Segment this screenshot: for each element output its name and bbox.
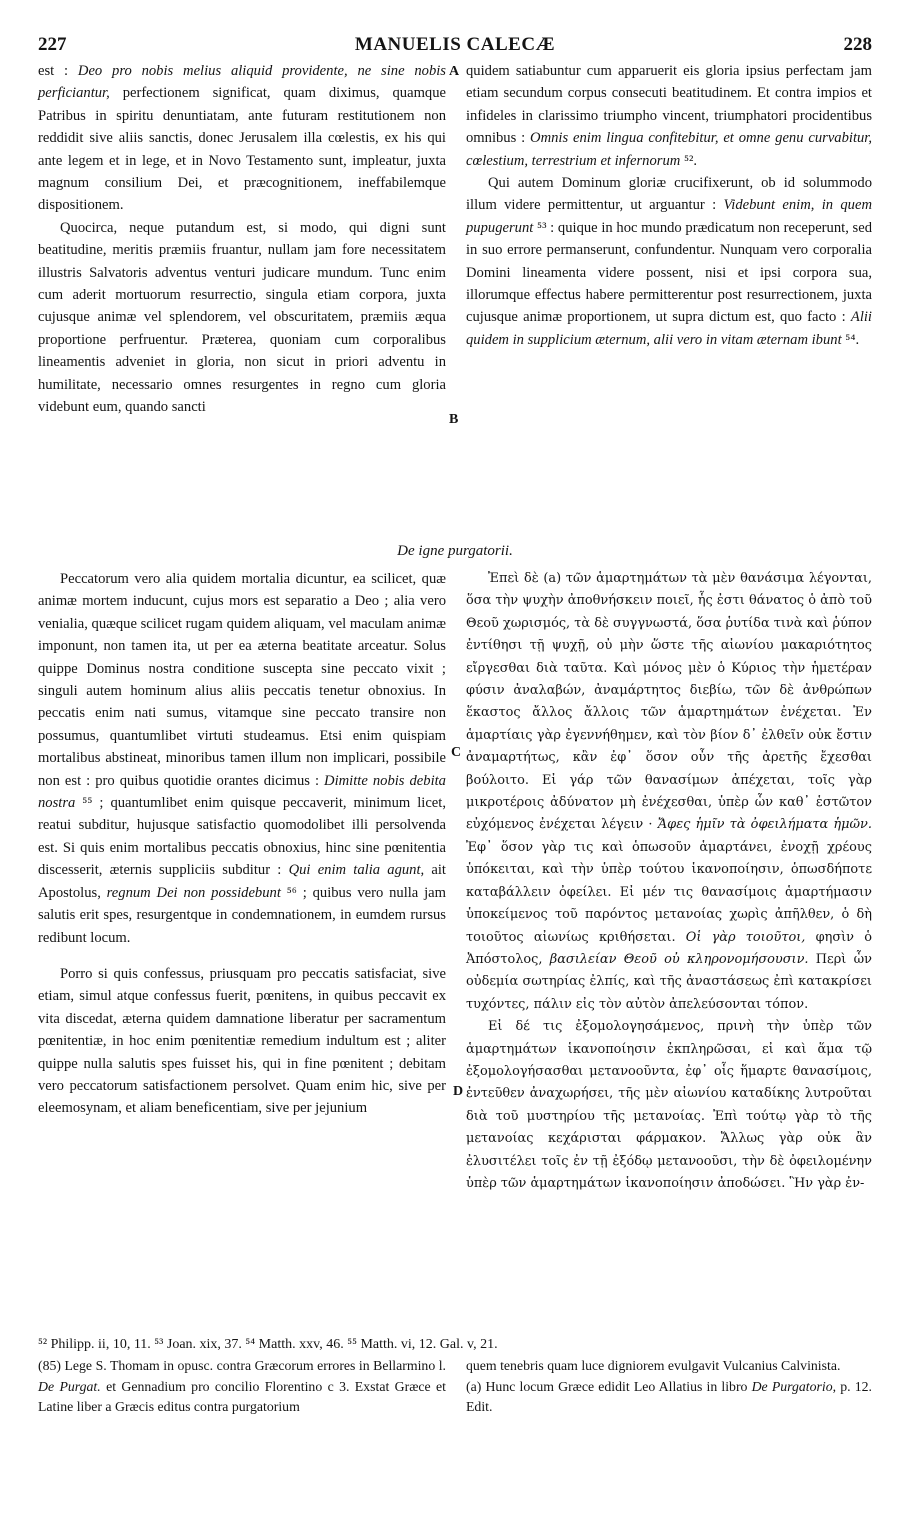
text-run: ⁵⁵ ; quantumlibet enim quisque peccaverit, minimum licet, reatui subditur, hujusque satisfactio quomodolibet illi persolvenda est. Si quis enim mortalibus peccatis obnoxius, hinc sine pœnitentia discesserit, æternis suppliciis subditur : bbox=[38, 795, 446, 879]
top-right-column bbox=[466, 60, 872, 351]
footnote bbox=[466, 1377, 872, 1418]
italic-quote: βασιλείαν Θεοῦ οὐ κληρονομήσουσιν. bbox=[549, 951, 809, 967]
page-header bbox=[38, 34, 872, 60]
text-run: quidem satiabuntur cum apparuerit eis gloria ipsius perfectam jam etiam secundum corpus consecuti beatitudinem. Et contra impios et infideles in clarissimo triumpho vincent, triumphatori procidentibus omnibus : bbox=[466, 63, 872, 147]
text-run: (85) Lege S. Thomam in opusc. contra Græcorum errores in Bellarmino l. bbox=[38, 1358, 446, 1373]
margin-marker-b: B bbox=[449, 412, 459, 427]
footnote-right bbox=[466, 1356, 872, 1418]
page-number-right: 228 bbox=[843, 34, 872, 55]
section-heading: De igne purgatorii. bbox=[397, 543, 513, 559]
text-run: est : bbox=[38, 63, 78, 79]
italic-quote: Deo pro nobis melius aliquid providente, ne sine nobis perficiantur, bbox=[38, 63, 446, 102]
paragraph: Quocirca, neque putandum est, si modo, qui digni sunt beatitudine, meritis præmiis fruantur, nullam jam fore necessitatem illustris Salvatoris adventus venturi judicare mundum. Tunc enim cum aderit mortuorum resurrectio, singula etiam corpora, juxta cujusque animæ vel splendorem, vel obscuritatem, præmiis æqua proportione perfruentur. Præterea, quoniam cum corporalibus lineamentis adveniet in gloria, non sicut in priori adventu in humilitate, necessario omnes resurgentes in regno cum gloria videbunt eum, quando sancti bbox=[38, 219, 446, 416]
text-run: Περὶ ὧν οὐδεμία σωτηρίας ἐλπίς, καὶ τῆς ἀναστάσεως ἐπὶ κατακρίσει τυχόντες, πάλιν εἰς τὸν αὐτὸν ἀπελεύσονται τόπον. bbox=[466, 951, 872, 1012]
italic-quote: Οἱ γὰρ τοιοῦτοι, bbox=[685, 929, 806, 945]
italic-quote: Alii quidem in supplicium æternum, alii vero in vitam æternam ibunt bbox=[466, 309, 872, 348]
text-run: ⁵³ : quique in hoc mundo prædicatum non receperunt, sed in suo errore permanserunt, confundentur. Nunquam vero corporalia Domini lineamenta videre possent, nisi et ipsi corpora sua, illorumque effectus habere permitterentur post resurrectionem, juxta cujusque animæ proportionem, ut supra dictum est, quo facto : bbox=[466, 219, 872, 326]
footnote: quem tenebris quam luce digniorem evulgavit Vulcanius Calvinista. bbox=[466, 1358, 841, 1373]
text-run: ⁵². bbox=[680, 152, 698, 169]
footnote bbox=[38, 1356, 446, 1418]
paragraph bbox=[466, 172, 872, 351]
text-run: Peccatorum vero alia quidem mortalia dicuntur, ea scilicet, quæ animæ mortem inducunt, cujus mors est separatio a Deo ; alia vero venialia, quæque scilicet rugam quidem aliquam, vel maculam animæ imponunt, non tamen ita, ut per ea æterna beatitate arceatur. Solus quippe Dominus nostra conditione suscepta sine peccato vixit ; singuli autem hominum alius aliis peccatis tenetur obnoxius. In peccatis enim nati sumus, vitamque sine peccato transire non possumus, quantumlibet virtuti studeamus. Etsi enim quispiam mortalibus abstineat, minoribus tamen illum non implicari, possibile non est : pro quibus quotidie orantes dicimus : bbox=[38, 571, 446, 789]
text-run: ait Apostolus, bbox=[38, 862, 446, 901]
running-title: MANUELIS CALECÆ bbox=[354, 34, 556, 55]
italic-quote: Videbunt enim, in quem pupugerunt bbox=[466, 197, 872, 236]
paragraph: Porro si quis confessus, priusquam pro peccatis satisfaciat, sive etiam, simul atque confessus fuerit, pœnitens, in quibus peccavit ex vita discedat, æterna quidem damnatione liberatur per sacramentum pœnitentiæ, in hoc enim pœnitentiæ remedium indultum est ; aliter quippe nulla salutis spes fuisset his, qui in fine pœnitent ; debitam vero peccatorum satisfactionem persolvet. Quam enim hic, sive per eleemosynam, et aliam beneficentiam, sive per jejunium bbox=[38, 965, 446, 1117]
margin-marker-d: D bbox=[453, 1084, 464, 1099]
text-run: , p. 12. Edit. bbox=[466, 1378, 872, 1414]
text-run: ⁵⁴. bbox=[841, 331, 860, 348]
footnote-references: ⁵² Philipp. ii, 10, 11. ⁵³ Joan. xix, 37. ⁵⁴ Matth. xxv, 46. ⁵⁵ Matth. vi, 12. Gal. v, 21. bbox=[38, 1337, 498, 1352]
paragraph bbox=[466, 568, 872, 1016]
italic-quote: Omnis enim lingua confitebitur, et omne genu curvabitur, cœlestium, terrestrium et infernorum bbox=[466, 130, 873, 169]
margin-marker-a: A bbox=[449, 64, 460, 79]
text-run: Ἐπεὶ δὲ (a) τῶν ἁμαρτημάτων τὰ μὲν θανάσιμα λέγονται, ὅσα τὴν ψυχὴν ἀποθνήσκειν ποιεῖ, ἧς ἐστι θάνατος ὁ ἀπὸ τοῦ Θεοῦ χωρισμός, τὰ δὲ συγγνωστά, ὅσα ῥυτίδα τινὰ καὶ ῥύπον ἐντίθησι τῇ ψυχῇ, οὐ μὴν ὥστε τῆς αἰωνίου μακαριότητος εἴργεσθαι διὰ ταῦτα. Καὶ μόνος μὲν ὁ Κύριος τὴν ἡμετέραν φύσιν ἀναλαβών, ἀναμάρτητος διεβίω, τῶν δὲ ἀνθρώπων ἕκαστος ἄλλος ἄλλοις τῶν ἁμαρτημάτων ἐνέχεται. Ἐν ἁμαρτίαις γὰρ ἐγεννήθημεν, καὶ τὸν βίον δ᾽ ἐλθεῖν οὐκ ἔστιν ἀναμαρτήτως, κἂν ἐφ᾽ ὅσον οὖν τῆς ἀρετῆς ἔχεσθαι βούλοιτο. Εἰ γάρ τῶν θανασίμων ἀπέχεται, τοῖς γὰρ μικροτέροις ἀδύνατον μὴ ἐνέχεσθαι, ὑπὲρ ὧν καθ᾽ ἑστῶτον εὐχόμενος ἐνέχεται λέγειν · bbox=[466, 571, 872, 833]
text-run: et Gennadium pro concilio Florentino c 3. Exstat Græce et Latine liber a Græcis editus contra purgatorium bbox=[38, 1378, 446, 1414]
footnote-left bbox=[38, 1356, 446, 1418]
text-run: Qui autem Dominum gloriæ crucifixerunt, ob id solummodo illum videre permittentur, ut arguantur : bbox=[466, 175, 872, 214]
text-run: (a) Hunc locum Græce edidit Leo Allatius in libro bbox=[466, 1378, 752, 1394]
bottom-right-column bbox=[466, 568, 872, 1195]
italic-quote: Qui enim talia agunt, bbox=[288, 862, 425, 879]
italic-quote: regnum Dei non possidebunt bbox=[106, 884, 281, 901]
top-left-column bbox=[38, 60, 446, 419]
paragraph: Εἰ δέ τις ἐξομολογησάμενος, πρινὴ τὴν ὑπὲρ τῶν ἁμαρτημάτων ἱκανοποίησιν ἐκπληρῶσαι, εἰ καὶ ἅμα τῷ ἐξομολογήσασθαι μετανοοῦντα, ἐφ᾽ οἷς ἥμαρτε θανασίμοις, ἐντεῦθεν ἀναχωρήσει, τῆς μὲν αἰωνίου καταδίκης λυτροῦται διὰ τοῦ μυστηρίου τῆς μετανοίας. Ἐπὶ τούτῳ γὰρ τὸ τῆς μετανοίας κεχάρισται φάρμακον. Ἄλλως γὰρ οὐκ ἂν ἐλυσιτέλει τοῖς ἐν τῇ ἐξόδῳ μετανοοῦσι, τὴν δὲ ὀφειλομένην ὑπὲρ τῶν ἁμαρτημάτων ἱκανοποίησιν ἀποδώσει. Ἣν γὰρ ἐν- bbox=[466, 1019, 872, 1191]
italic-quote: Dimitte nobis debita nostra bbox=[38, 772, 446, 812]
italic-quote: Ἄφες ἡμῖν τὰ ὀφειλήματα ἡμῶν. bbox=[657, 817, 872, 833]
paragraph bbox=[466, 60, 872, 172]
margin-marker-c: C bbox=[451, 745, 462, 760]
italic-title: De Purgat. bbox=[38, 1378, 101, 1394]
paragraph bbox=[38, 568, 446, 949]
paragraph bbox=[38, 60, 446, 217]
text-run: ⁵⁶ ; quibus vero nulla jam salutis erit spes, resurgentque in condemnationem, in eumdem rursus redibunt locum. bbox=[38, 884, 446, 946]
text-run: Ἐφ᾽ ὅσον γὰρ τις καὶ ὁπωσοῦν ἁμαρτάνει, ἐνοχῇ χρέους ὑπόκειται, καὶ τὴν ὑπὲρ τούτου ἱκανοποίησιν, ὁπωσδήποτε καταβάλλειν ὀφείλει. Εἰ μέν τις θανασίμοις ἁμαρτήμασιν ὑποκείμενος τοῦ παρόντος μετανοίας χωρὶς ἀπῆλθεν, ὁ δὴ τοιοῦτος αἰωνίως κριθήσεται. bbox=[466, 839, 872, 945]
bottom-left-column bbox=[38, 568, 446, 1120]
text-run: φησὶν ὁ Ἀπόστολος, bbox=[466, 929, 872, 967]
text-run: perfectionem significat, quam diximus, quamque Patribus in spiritu denuntiatam, ante futuram restitutionem non reddidit sive aliis sanctis, donec Jerusalem illa cœlestis, ex his qui ante legem et in lege, et in Novo Testamento sunt, impleatur, juxta magnum consilium Dei, et præcognitionem, ineffabilemque dispositionem. bbox=[38, 85, 446, 214]
page-number-left: 227 bbox=[38, 34, 67, 55]
italic-title: De Purgatorio bbox=[751, 1378, 833, 1394]
